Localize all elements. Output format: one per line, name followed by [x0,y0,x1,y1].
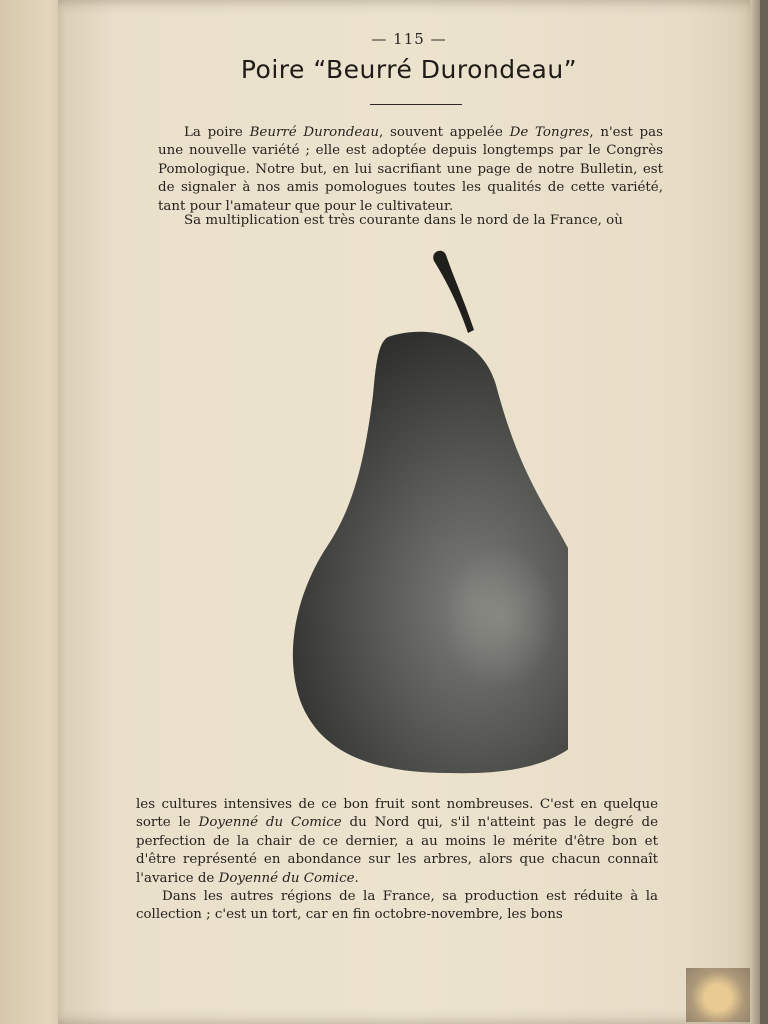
book-page [58,0,760,1024]
regions-text: Dans les autres régions de la France, sa production est réduite à la collection ; c'est un tort, car en fin octobre-novembre, les bons [136,889,658,923]
page-number: — 115 — [371,30,447,48]
article-title: Poire “Beurré Durondeau” [240,55,578,84]
continuation-text-a: les cultures intensives de ce bon fruit sont nombreuses. C'est en quelque sorte le [136,797,658,831]
intro-paragraph [158,124,663,216]
intro-text-c: , n'est pas une nouvelle variété ; elle est adoptée depuis longtemps par le Congrès Pomologique. Notre but, en lui sacrifiant une page de notre Bulletin, est de signaler à nos amis pomologues toutes les qualités de cette variété, tant pour l'amateur que pour le cultivateur. [158,125,663,214]
multiplication-text: Sa multiplication est très courante dans le nord de la France, où [184,213,623,228]
pear-photograph [238,245,568,780]
continuation-text-b: du Nord qui, s'il n'atteint pas le degré de perfection de la chair de ce dernier, a au moins le mérite d'être bon et d'être représenté en abondance sur les arbres, alors que chacun connaît l'avarice de [136,815,658,886]
multiplication-paragraph [158,212,663,230]
corner-thumbnail [686,968,750,1022]
title-divider [370,104,462,105]
right-page-edge [750,0,760,1024]
regions-paragraph [136,888,658,925]
continuation-text-c: . [354,870,359,886]
comice-reference-1: Doyenné du Comice [198,815,342,831]
comice-reference-2: Doyenné du Comice [218,870,355,886]
variety-name: Beurré Durondeau [249,125,379,140]
continuation-paragraph [136,796,658,888]
pear-stem [433,251,474,333]
intro-text-a: La poire [184,125,250,140]
pear-image [238,245,568,780]
intro-text-b: , souvent appelée [378,125,510,140]
pear-highlight [383,485,568,725]
variety-alias: De Tongres [509,125,590,140]
